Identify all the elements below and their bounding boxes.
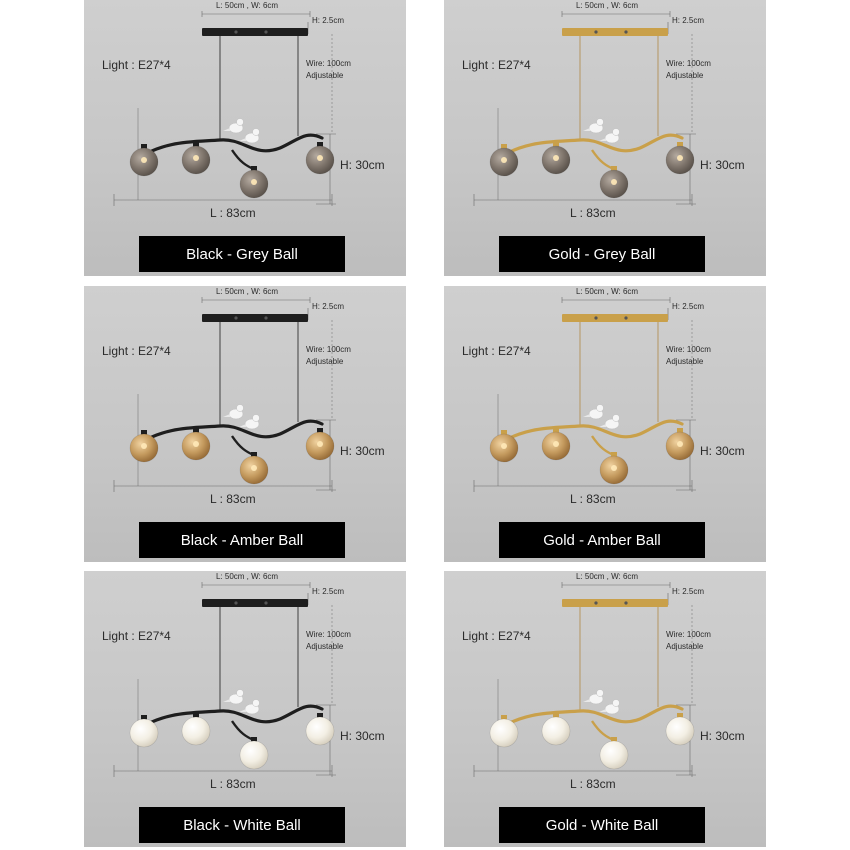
fixture-height-label: H: 30cm — [700, 729, 745, 743]
wire-adjustable-note: Adjustable — [306, 71, 344, 80]
ceiling-plate — [202, 314, 308, 322]
pendant-lamp-drawing — [444, 286, 766, 562]
variant-panel-gold-amber — [444, 286, 766, 562]
variant-caption: Gold - White Ball — [499, 807, 705, 843]
variant-caption: Black - White Ball — [139, 807, 345, 843]
glass-ball-shade — [542, 428, 570, 460]
glass-ball-shade — [600, 737, 628, 769]
bird-figurine — [583, 119, 604, 134]
bulb-spec-label: Light : E27*4 — [102, 344, 171, 358]
wire-length-label — [306, 344, 351, 368]
variant-panel-gold-grey — [444, 0, 766, 276]
plate-dimensions-label: L: 50cm , W: 6cm — [576, 572, 639, 581]
lamp-branch — [496, 706, 682, 731]
wire-length-value: Wire: 100cm — [306, 630, 351, 639]
pendant-lamp-drawing — [444, 0, 766, 276]
wire-length-value: Wire: 100cm — [666, 59, 711, 68]
wire-length-label — [666, 629, 711, 653]
glass-ball-shade — [240, 737, 268, 769]
lamp-branch — [496, 421, 682, 446]
bulb-spec-label: Light : E27*4 — [102, 629, 171, 643]
glass-ball-shade — [240, 166, 268, 198]
bird-figurine — [223, 119, 244, 134]
wire-length-label — [306, 58, 351, 82]
lamp-branch — [136, 421, 322, 446]
pendant-lamp-drawing — [84, 0, 406, 276]
plate-height-label: H: 2.5cm — [672, 16, 705, 25]
wire-length-label — [306, 629, 351, 653]
plate-height-label: H: 2.5cm — [312, 16, 345, 25]
variant-caption: Gold - Grey Ball — [499, 236, 705, 272]
lamp-branch — [136, 706, 322, 731]
wire-adjustable-note: Adjustable — [306, 357, 344, 366]
fixture-length-label: L : 83cm — [570, 777, 616, 791]
glass-ball-shade — [182, 142, 210, 174]
glass-ball-shade — [240, 452, 268, 484]
fixture-length-label: L : 83cm — [570, 206, 616, 220]
wire-length-value: Wire: 100cm — [666, 630, 711, 639]
ceiling-plate — [562, 314, 668, 322]
plate-height-label: H: 2.5cm — [672, 587, 705, 596]
variant-panel-gold-white — [444, 571, 766, 847]
glass-ball-shade — [542, 713, 570, 745]
plate-dimensions-label: L: 50cm , W: 6cm — [216, 287, 279, 296]
plate-dimensions-label: L: 50cm , W: 6cm — [216, 572, 279, 581]
wire-adjustable-note: Adjustable — [666, 71, 704, 80]
fixture-length-label: L : 83cm — [210, 777, 256, 791]
wire-length-label — [666, 344, 711, 368]
plate-dimensions-label: L: 50cm , W: 6cm — [216, 1, 279, 10]
fixture-length-label: L : 83cm — [210, 492, 256, 506]
fixture-length-label: L : 83cm — [210, 206, 256, 220]
variant-panel-black-amber — [84, 286, 406, 562]
variant-caption: Gold - Amber Ball — [499, 522, 705, 558]
plate-dimensions-label: L: 50cm , W: 6cm — [576, 1, 639, 10]
glass-ball-shade — [600, 166, 628, 198]
bird-figurine — [583, 690, 604, 705]
fixture-height-label: H: 30cm — [340, 729, 385, 743]
wire-length-value: Wire: 100cm — [306, 59, 351, 68]
wire-adjustable-note: Adjustable — [306, 642, 344, 651]
variant-caption: Black - Grey Ball — [139, 236, 345, 272]
plate-height-label: H: 2.5cm — [312, 302, 345, 311]
ceiling-plate — [562, 28, 668, 36]
fixture-height-label: H: 30cm — [340, 444, 385, 458]
pendant-lamp-drawing — [84, 286, 406, 562]
ceiling-plate — [202, 28, 308, 36]
plate-dimensions-label: L: 50cm , W: 6cm — [576, 287, 639, 296]
glass-ball-shade — [600, 452, 628, 484]
bulb-spec-label: Light : E27*4 — [462, 344, 531, 358]
fixture-height-label: H: 30cm — [700, 444, 745, 458]
bird-figurine — [583, 405, 604, 420]
wire-adjustable-note: Adjustable — [666, 357, 704, 366]
wire-adjustable-note: Adjustable — [666, 642, 704, 651]
variant-panel-black-grey — [84, 0, 406, 276]
fixture-height-label: H: 30cm — [340, 158, 385, 172]
pendant-lamp-drawing — [84, 571, 406, 847]
pendant-lamp-drawing — [444, 571, 766, 847]
bird-figurine — [223, 405, 244, 420]
fixture-height-label: H: 30cm — [700, 158, 745, 172]
bulb-spec-label: Light : E27*4 — [462, 58, 531, 72]
wire-length-value: Wire: 100cm — [666, 345, 711, 354]
wire-length-value: Wire: 100cm — [306, 345, 351, 354]
glass-ball-shade — [182, 713, 210, 745]
variant-caption: Black - Amber Ball — [139, 522, 345, 558]
bulb-spec-label: Light : E27*4 — [462, 629, 531, 643]
glass-ball-shade — [182, 428, 210, 460]
bulb-spec-label: Light : E27*4 — [102, 58, 171, 72]
ceiling-plate — [202, 599, 308, 607]
fixture-length-label: L : 83cm — [570, 492, 616, 506]
bird-figurine — [223, 690, 244, 705]
glass-ball-shade — [542, 142, 570, 174]
plate-height-label: H: 2.5cm — [312, 587, 345, 596]
lamp-branch — [496, 135, 682, 160]
ceiling-plate — [562, 599, 668, 607]
lamp-branch — [136, 135, 322, 160]
variant-panel-black-white — [84, 571, 406, 847]
wire-length-label — [666, 58, 711, 82]
plate-height-label: H: 2.5cm — [672, 302, 705, 311]
